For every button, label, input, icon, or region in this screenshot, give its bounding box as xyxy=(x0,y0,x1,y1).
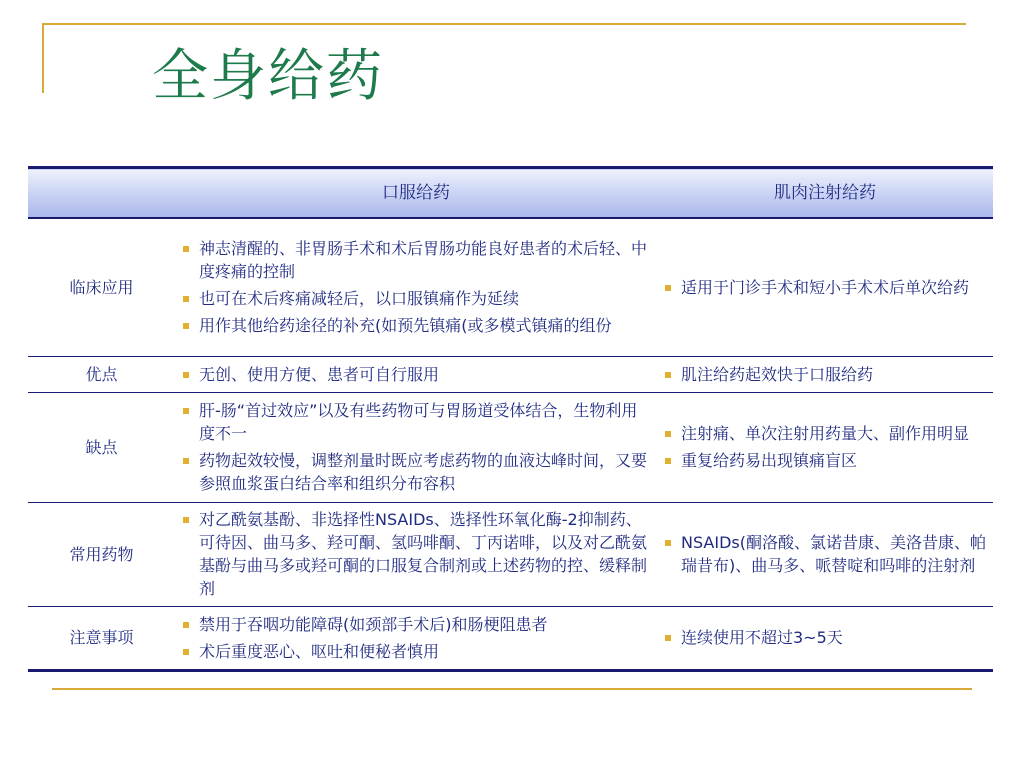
oral-cell xyxy=(175,392,657,502)
oral-cell xyxy=(175,606,657,670)
im-cell xyxy=(657,218,993,356)
decorative-left-rule xyxy=(42,23,44,93)
decorative-top-rule xyxy=(42,23,966,25)
bullet-item: 用作其他给药途径的补充(如预先镇痛(或多模式镇痛的组份 xyxy=(181,314,651,337)
bullet-item: 对乙酰氨基酚、非选择性NSAIDs、选择性环氧化酶-2抑制药、可待因、曲马多、羟可酮、氢吗啡酮、丁丙诺啡，以及对乙酰氨基酚与曲马多或羟可酮的口服复合制剂或上述药物的控、缓释制剂 xyxy=(181,508,651,600)
row-label: 常用药物 xyxy=(28,502,175,606)
bullet-item: 适用于门诊手术和短小手术术后单次给药 xyxy=(663,276,987,299)
row-label: 缺点 xyxy=(28,392,175,502)
bullet-item: 连续使用不超过3~5天 xyxy=(663,626,987,649)
decorative-bottom-rule xyxy=(52,688,972,690)
header-im: 肌肉注射给药 xyxy=(657,168,993,219)
table-header-row xyxy=(28,168,993,219)
row-label: 注意事项 xyxy=(28,606,175,670)
header-oral: 口服给药 xyxy=(175,168,657,219)
bullet-item: 神志清醒的、非胃肠手术和术后胃肠功能良好患者的术后轻、中度疼痛的控制 xyxy=(181,237,651,283)
bullet-item: 术后重度恶心、呕吐和便秘者慎用 xyxy=(181,640,651,663)
bullet-item: 重复给药易出现镇痛盲区 xyxy=(663,449,987,472)
row-label: 临床应用 xyxy=(69,277,134,297)
oral-cell xyxy=(175,502,657,606)
bullet-item: 药物起效较慢，调整剂量时既应考虑药物的血液达峰时间，又要参照血浆蛋白结合率和组织分布容积 xyxy=(181,449,651,495)
bullet-item: NSAIDs(酮洛酸、氯诺昔康、美洛昔康、帕瑞昔布)、曲马多、哌替啶和吗啡的注射剂 xyxy=(663,531,987,577)
bullet-item: 无创、使用方便、患者可自行服用 xyxy=(181,363,651,386)
bullet-item: 也可在术后疼痛减轻后，以口服镇痛作为延续 xyxy=(181,287,651,310)
im-cell xyxy=(657,606,993,670)
slide-title: 全身给药 xyxy=(152,44,384,109)
im-cell xyxy=(657,392,993,502)
table-row-disadvantages xyxy=(28,392,993,502)
table-row-advantages xyxy=(28,356,993,392)
bullet-item: 肝-肠“首过效应”以及有些药物可与胃肠道受体结合，生物利用度不一 xyxy=(181,399,651,445)
im-cell xyxy=(657,356,993,392)
table-row-clinical-use xyxy=(28,218,993,356)
table-row-common-drugs xyxy=(28,502,993,606)
oral-cell xyxy=(175,218,657,356)
table-row-precautions xyxy=(28,606,993,670)
bullet-item: 禁用于吞咽功能障碍(如颈部手术后)和肠梗阻患者 xyxy=(181,613,651,636)
bullet-item: 肌注给药起效快于口服给药 xyxy=(663,363,987,386)
row-label: 优点 xyxy=(28,356,175,392)
oral-cell xyxy=(175,356,657,392)
im-cell xyxy=(657,502,993,606)
header-empty xyxy=(28,168,175,219)
comparison-table xyxy=(28,166,993,672)
bullet-item: 注射痛、单次注射用药量大、副作用明显 xyxy=(663,422,987,445)
